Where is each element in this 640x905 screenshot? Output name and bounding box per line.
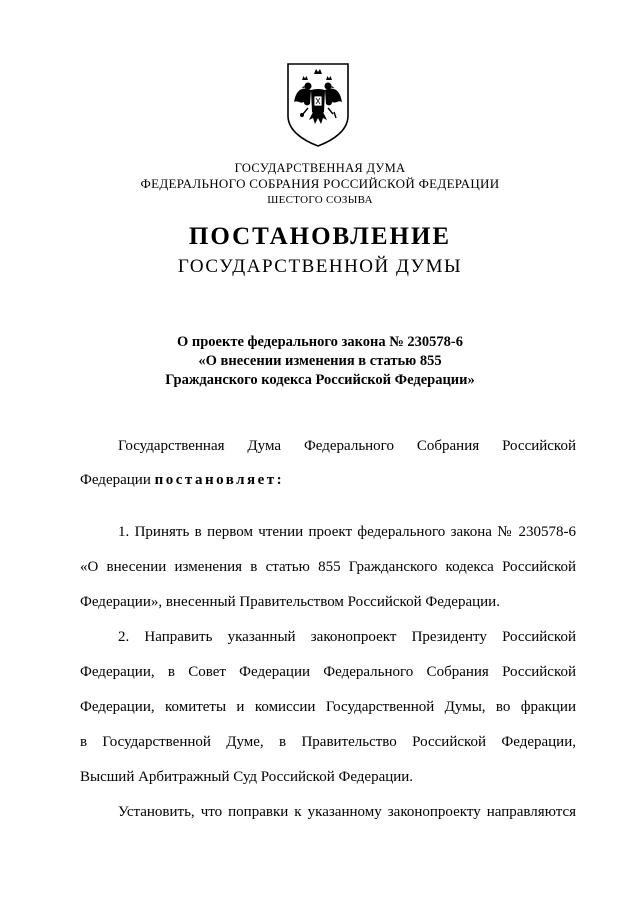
header-line-convocation: ШЕСТОГО СОЗЫВА bbox=[267, 194, 373, 206]
paragraph-2-line-3: Федерации, комитеты и комиссии Государственной Думы, во фракции bbox=[80, 699, 576, 715]
paragraph-1-line-3: Федерации», внесенный Правительством Российской Федерации. bbox=[80, 594, 500, 610]
subject-line-3: Гражданского кодекса Российской Федерации» bbox=[165, 372, 475, 388]
preamble-line-1: Государственная Дума Федерального Собрания Российской bbox=[118, 438, 576, 454]
coat-of-arms-icon bbox=[284, 60, 352, 148]
subject-line-2: «О внесении изменения в статью 855 bbox=[198, 353, 442, 369]
header-line-duma: ГОСУДАРСТВЕННАЯ ДУМА bbox=[234, 161, 406, 175]
paragraph-2-line-4: в Государственной Думе, в Правительство Российской Федерации, bbox=[80, 734, 576, 750]
paragraph-2-line-2: Федерации, в Совет Федерации Федерального Собрания Российской bbox=[80, 664, 576, 680]
paragraph-2-line-5: Высший Арбитражный Суд Российской Федерации. bbox=[80, 769, 414, 785]
preamble-federation-text: Федерации bbox=[80, 472, 155, 488]
decision-word: постановляет: bbox=[154, 472, 285, 488]
paragraph-2-line-1: 2. Направить указанный законопроект Президенту Российской bbox=[118, 629, 576, 645]
paragraph-1-line-1: 1. Принять в первом чтении проект федерального закона № 230578-6 bbox=[118, 524, 576, 540]
paragraph-1-line-2: «О внесении изменения в статью 855 Гражданского кодекса Российской bbox=[80, 559, 576, 575]
document-subtitle: ГОСУДАРСТВЕННОЙ ДУМЫ bbox=[177, 256, 463, 277]
header-line-federal-assembly: ФЕДЕРАЛЬНОГО СОБРАНИЯ РОССИЙСКОЙ ФЕДЕРАЦИИ bbox=[140, 176, 500, 191]
document-title: ПОСТАНОВЛЕНИЕ bbox=[188, 223, 452, 250]
document-subject bbox=[0, 333, 640, 390]
preamble-line-2 bbox=[80, 470, 576, 490]
subject-line-1: О проекте федерального закона № 230578-6 bbox=[176, 334, 464, 350]
paragraph-3-line-1: Установить, что поправки к указанному законопроекту направляются bbox=[118, 804, 576, 820]
